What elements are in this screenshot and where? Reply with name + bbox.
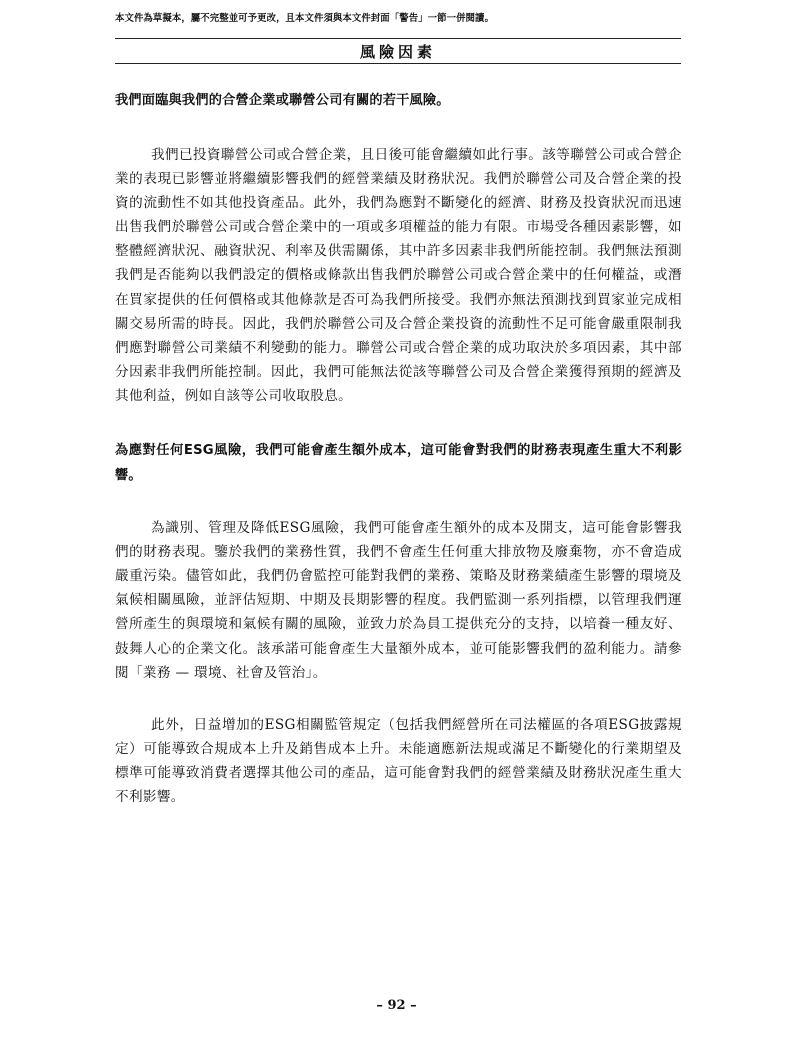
page-number: – 92 – bbox=[376, 998, 417, 1013]
risk-heading-esg: 為應對任何ESG風險，我們可能會產生額外成本，這可能會對我們的財務表現產生重大不利影響。 bbox=[115, 443, 682, 484]
draft-disclaimer: 本文件為草擬本，屬不完整並可予更改，且本文件須與本文件封面「警告」一節一併閱讀。 bbox=[115, 13, 495, 24]
risk-paragraph-esg-regulation: 此外，日益增加的ESG相關監管規定（包括我們經營所在司法權區的各項ESG披露規定）可能導致合規成本上升及銷售成本上升。未能適應新法規或滿足不斷變化的行業期望及標準可能導致消費者選擇其他公司的產品，這可能會對我們的經營業績及財務狀況產生重大不利影響。 bbox=[115, 716, 682, 805]
header-rule-bottom bbox=[115, 63, 681, 64]
section-title: 風險因素 bbox=[359, 43, 436, 61]
risk-paragraph-associates: 我們已投資聯營公司或合營企業，且日後可能會繼續如此行事。該等聯營公司或合營企業的表現已影響並將繼續影響我們的經營業績及財務狀況。我們於聯營公司及合營企業的投資的流動性不如其他投資產品。此外，我們為應對不斷變化的經濟、財務及投資狀況而迅速出售我們於聯營公司或合營企業中的一項或多項權益的能力有限。市場受各種因素影響，如整體經濟狀況、融資狀況、利率及供需關係，其中許多因素非我們所能控制。我們無法預測我們是否能夠以我們設定的價格或條款出售我們於聯營公司或合營企業中的任何權益，或潛在買家提供的任何價格或其他條款是否可為我們所接受。我們亦無法預測找到買家並完成相關交易所需的時長。因此，我們於聯營公司及合營企業投資的流動性不足可能會嚴重限制我們應對聯營公司業績不利變動的能力。聯營公司或合營企業的成功取決於多項因素，其中部分因素非我們所能控制。因此，我們可能無法從該等聯營公司及合營企業獲得預期的經濟及其他利益，例如自該等公司收取股息。 bbox=[115, 147, 682, 404]
risk-paragraph-esg-costs: 為識別、管理及降低ESG風險，我們可能會產生額外的成本及開支，這可能會影響我們的財務表現。鑒於我們的業務性質，我們不會產生任何重大排放物及廢棄物，亦不會造成嚴重污染。儘管如此，我們仍會監控可能對我們的業務、策略及財務業績產生影響的環境及氣候相關風險，並評估短期、中期及長期影響的程度。我們監測一系列指標，以管理我們運營所產生的與環境和氣候有關的風險，並致力於為員工提供充分的支持，以培養一種友好、鼓舞人心的企業文化。該承諾可能會產生大量額外成本，並可能影響我們的盈利能力。請參閱「業務 — 環境、社會及管治」。 bbox=[115, 520, 682, 681]
header-rule-top bbox=[115, 38, 681, 39]
risk-heading-associates: 我們面臨與我們的合營企業或聯營公司有關的若干風險。 bbox=[115, 93, 450, 108]
document-body bbox=[115, 88, 682, 809]
